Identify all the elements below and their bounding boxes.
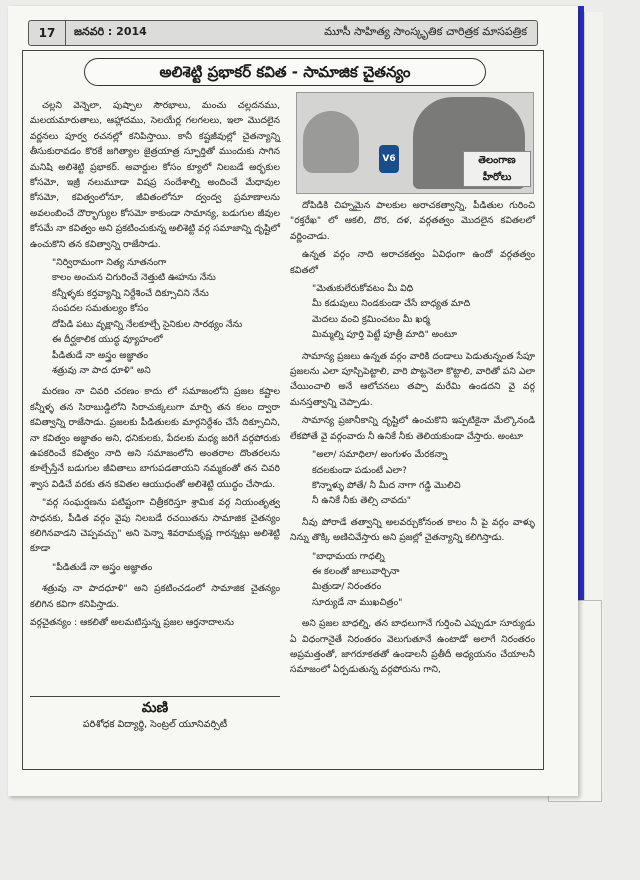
article-title: అలిశెట్టి ప్రభాకర్ కవిత - సామాజిక చైతన్యం (84, 58, 486, 86)
poem-line: సంపదల సమతుల్యం కోసం (52, 303, 149, 315)
paragraph: అని ప్రజల బాధల్ని, తన బాధలుగానే గుర్తించి ఎప్పుడూ సూర్యుడు ఏ విధంగానైతే నిరంతరం వెలుగుతూనే ఉంటాడో అలాగే నిరంతరం అప్రమత్తంతో, జాగరూకతతో ఉండాలనీ ప్రతీదీ అధ్యయనం చేయాలనీ సమాజంలో ఏర్పడుతున్న వర్గపోరును గాని, (290, 618, 535, 676)
channel-logo: V6 (379, 145, 399, 173)
article-photo (296, 92, 534, 194)
poem-line: "అలా/ సమాధిలా/ అంగుళం మేరకన్నా (312, 449, 448, 461)
poem-line: ఈ దీర్ఘకాలిక యుద్ధ వ్యూహంలో (52, 334, 163, 346)
section-heading-line: వర్గచైతన్యం : ఆకలితో అలమటిస్తున్న ప్రజల ఆర్తనాదాలను (30, 617, 234, 628)
poem-line: కదలకుండా పడుంటే ఎలా? (312, 464, 407, 476)
poem-line: మెదలు వంచి క్రమించటం మీ ఖర్మ (312, 313, 430, 325)
paragraph: శత్రువు నా పాదధూళి" అని ప్రకటించడంలో సామాజిక చైతన్యం కలిగిన కవిగా కనిపిస్తాడు. (30, 583, 280, 610)
poem-line: "బాధామయ గాధల్ని (312, 550, 385, 562)
poem-line: దోపిడి పటు వృక్షాన్ని నేలకూల్చే సైనికుల సారథ్యం నేను (52, 318, 243, 330)
poem-line: సూర్యుడే నా ముఖచిత్రం" (312, 596, 403, 608)
paragraph: సామాన్య ప్రజలు ఉన్నత వర్గం వారికి దండాలు పెడుతున్నంత సేపూ ప్రజలను ఎలా పూస్చిపెట్టాలి, వారి పొట్టనెలా కొట్టాలి, వారితో పని ఎలా చేయించాలి అనే ఆలోచనలు తప్పా మరేమి ఉండదని వై వర్గ మనస్తత్వాన్ని చెప్పాడు. (290, 350, 535, 408)
paragraph: ఉన్నత వర్గం నాది అరాచకత్వం ఏవిధంగా ఉందో వర్గతత్వం కవితలో (290, 249, 535, 276)
page-header (28, 20, 538, 46)
poem-block (312, 281, 535, 343)
left-column (30, 98, 280, 633)
poem-block (52, 560, 280, 575)
byline-divider (30, 696, 280, 697)
poem-line: కొన్నాళ్ళు పోతే/ నీ మీద నాగా గడ్డి మొలిచి (312, 479, 461, 491)
author-byline (30, 700, 280, 732)
portrait-sketch-icon (303, 111, 359, 173)
poem-line: "పీడితుడే నా అస్త్రం అజ్ఞాతం (52, 561, 153, 573)
poem-line: పీడితుడే నా అస్త్రం అజ్ఞాతం (52, 349, 148, 361)
paragraph: చల్లని వెన్నెలా, పుష్పాల సౌరభాలు, మంచు చల్లదనము, మలయమారుతాలు, ఆహ్లాదము, సెలయేర్ల గలగలలు, ఇలా మొదలైన వర్ణనలు పూర్వ రచనల్లో కనిపిస్తాయి. కానీ కష్టజీవుల్లో చైతన్యాన్ని తీసుకురావడం కొరకే జగిత్యాల జైత్రయాత్ర స్ఫూర్తితో ముందుకు సాగిన మనిషి అలిశెట్టి ప్రభాకర్. అవార్డుల కోసం క్యూలో నిలబడే అర్భకుల కోసమో, ఇజ్రీ నలుమూడా విషప్ర సందేశాల్ని అందించే మేధావుల కోసమో, కవిత్వంలోనూ, జీవితంలోనూ ద్వంద్వ ప్రమాణాలను అవలంబించే దౌర్భాగ్యుల కోసమో కాకుండా సామాన్య, బడుగుల జీవుల కోసమే నా కవిత్వం అని ప్రకటించుకున్న అలిశెట్టి వర్గ సమాజాన్ని దృష్టిలో ఉంచుకొని తన కవిత్వాన్ని రాజేసాడు. (30, 100, 280, 250)
poem-line: నీ ఉనికే నీకు తెల్సి చావదు" (312, 495, 412, 507)
paragraph: నీవు పోరాడే తత్వాన్ని అలవర్చుకోనంత కాలం నీ పై వర్గం వాళ్ళు నిన్ను తొక్కి అణిచివేస్తారు అని ప్రజల్లో చైతన్యాన్ని కలిగిస్తాడు. (290, 516, 535, 544)
author-affiliation: పరిశోధక విద్యార్థి, సెంట్రల్ యూనివర్సిటీ (82, 719, 228, 730)
poem-line: "మెతుకులేరుకోవటం మీ విధి (312, 283, 414, 295)
poem-line: "నిర్విరామంగా నిత్య నూతనంగా (52, 257, 167, 269)
poem-block (312, 447, 535, 509)
poem-line: మీ కడుపులు నిండకుండా చేసే బాధ్యత మాది (312, 298, 471, 310)
poem-block (312, 549, 535, 611)
poem-line: మిత్రుడా/ నిరంతరం (312, 581, 382, 593)
poem-line: ఈ కలంతో జాలువార్చినా (312, 565, 400, 577)
paragraph: సామాన్య ప్రజానీకాన్ని దృష్టిలో ఉంచుకొని ఇప్పటికైనా మేల్కొనండి లేకపోతే వై వర్గంవారు నీ ఉనికే నీకు తెలియకుండా చేస్తారు. అంటూ (290, 415, 535, 442)
poem-line: మిమ్మల్ని పూర్తి పెట్టే పూత్రీ మాది" అంటూ (312, 329, 458, 341)
author-name: మణి (141, 700, 169, 716)
issue-date: జనవరి : 2014 (74, 25, 147, 38)
magazine-name: మూసీ సాహిత్య సాంస్కృతిక చారిత్రక మాసపత్రిక (324, 25, 527, 38)
poem-line: శత్రువు నా పాద ధూళి" అని (52, 364, 151, 376)
paragraph: "వర్గ సంఘర్షణను పటిష్టంగా చిత్రీకరిస్తూ శ్రామిక వర్గ నియంతృత్వ సాధనకు, పీడిత వర్గం వైపు నిలబడే రచయితను సామాజిక చైతన్యం కలిగినవాడని చెప్పవచ్చు" అని పెన్నా శివరామకృష్ణ గారన్నట్లు అలిశెట్టి కూడా (30, 497, 280, 555)
paragraph: దోపిడికి చిహ్నమైన పాలకుల అరాచకత్వాన్ని, పీడితుల గురించి "రక్తరేఖ" లో ఆకలి, దొర, దళ, వర్గతత్వం మొదలైన కవితలలో వర్ణించాడు. (290, 200, 535, 242)
paragraph: మరణం నా చివరి చరణం కాదు లో సమాజంలోని ప్రజల కష్టాల కన్నీళ్ళ తన సిరాబుడ్డిలోని సిరాచుక్కలుగా మార్చి తన కలం ద్వారా కవిత్వాన్ని రాజేసాడు. ప్రజలకు పీడితులకు మార్గనిర్దేశం చేసే దిక్సూచిని, నా కవిత్వం అజ్ఞాతం అని, ధనికులకు, పేదలకు మధ్య జరిగే వర్గపోరుకు ఉపకరించే కవిత్వం నాది అని సమాజంలోని అంతరాల దొంతరలను కూల్చేస్తేనే బడుగుల జీవితాలు బాగుపడతాయని నమ్మకంతో తన చివరి శ్వాస విడిచే వరకు తన కవితల ఆయుధంతో అలిశెట్టి యుద్ధం చేసాడు. (30, 386, 280, 490)
photo-badge: తెలంగాణ హీరోలు (463, 151, 531, 187)
poem-block (52, 255, 280, 378)
poem-line: కాలం అంచున చిగురించే నెత్తుటి ఊహను నేను (52, 272, 216, 284)
poem-line: కన్నీళ్ళకు కర్తవ్యాన్ని నిర్దేశించే దిక్సూచిని నేను (52, 287, 209, 299)
page-number: 17 (29, 21, 66, 45)
right-column (290, 198, 535, 681)
